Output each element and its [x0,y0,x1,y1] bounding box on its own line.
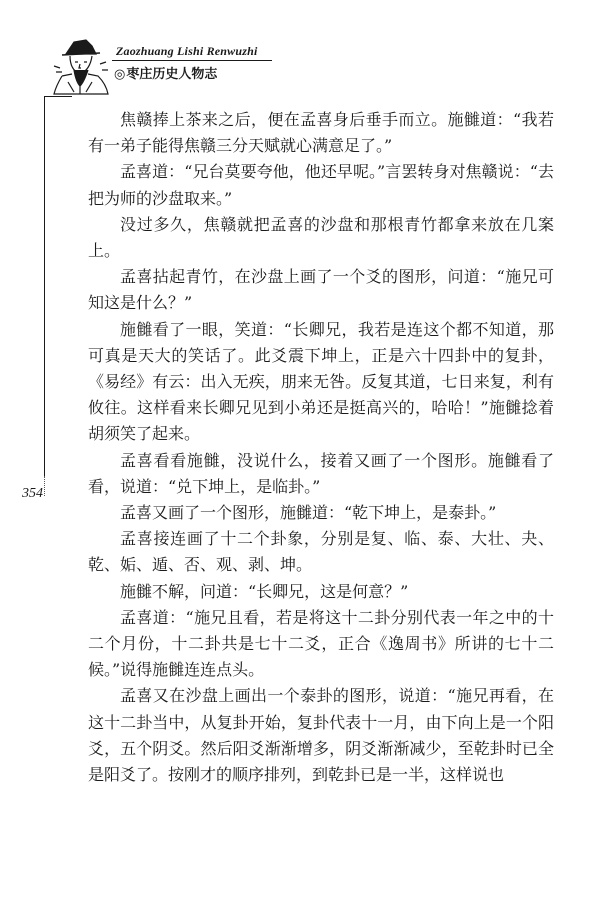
header-rule [112,60,272,61]
paragraph: 施雠看了一眼，笑道：“长卿兄，我若是连这个都不知道，那可真是天大的笑话了。此爻震下坤上，正是六十四卦中的复卦，《易经》有云：出入无疾，朋来无咎。反复其道，七日来复，利有攸往。这样看来长卿兄见到小弟还是挺高兴的，哈哈！”施雠捻着胡须笑了起来。 [88,319,554,444]
paragraph: 焦赣捧上茶来之后，便在孟喜身后垂手而立。施雠道：“我若有一弟子能得焦赣三分天赋就心满意足了。” [88,110,554,156]
body-text [88,107,554,788]
margin-dots [44,476,46,496]
paragraph: 没过多久，焦赣就把孟喜的沙盘和那根青竹都拿来放在几案上。 [88,214,554,261]
margin-rule [44,96,45,476]
paragraph: 孟喜看看施雠，没说什么，接着又画了一个图形。施雠看了看，说道：“兑下坤上，是临卦。” [88,450,554,496]
paragraph: 孟喜又画了一个图形，施雠道：“乾下坤上，是泰卦。” [120,503,497,523]
circle-mark-icon: ◎ [114,67,126,82]
paragraph: 施雠不解，问道：“长卿兄，这是何意？” [120,581,409,601]
scholar-portrait-icon [52,36,110,96]
margin-rule-top [44,96,72,97]
paragraph: 孟喜接连画了十二个卦象，分别是复、临、泰、大壮、夬、乾、姤、遁、否、观、剥、坤。 [88,529,554,575]
paragraph: 孟喜拈起青竹，在沙盘上画了一个爻的图形，问道：“施兄可知这是什么？” [88,267,554,313]
page-number: 354 [22,486,43,501]
paragraph: 孟喜道：“施兄且看，若是将这十二卦分别代表一年之中的十二个月份，十二卦共是七十二爻，正合《逸周书》所讲的七十二候。”说得施雠连连点头。 [88,607,554,680]
header-cn-title [114,63,217,82]
header-cn-title-text: 枣庄历史人物志 [126,67,218,82]
paragraph: 孟喜道：“兄台莫要夸他，他还早呢。”言罢转身对焦赣说：“去把为师的沙盘取来。” [88,162,554,208]
header-latin-title: Zaozhuang Lishi Renwuzhi [116,44,258,58]
paragraph: 孟喜又在沙盘上画出一个泰卦的图形，说道：“施兄再看，在这十二卦当中，从复卦开始，复卦代表十一月，由下向上是一个阳爻，五个阴爻。然后阳爻渐渐增多，阴爻渐渐减少，至乾卦时已全是阳爻了。按刚才的顺序排列，到乾卦已是一半，这样说也 [88,686,554,785]
